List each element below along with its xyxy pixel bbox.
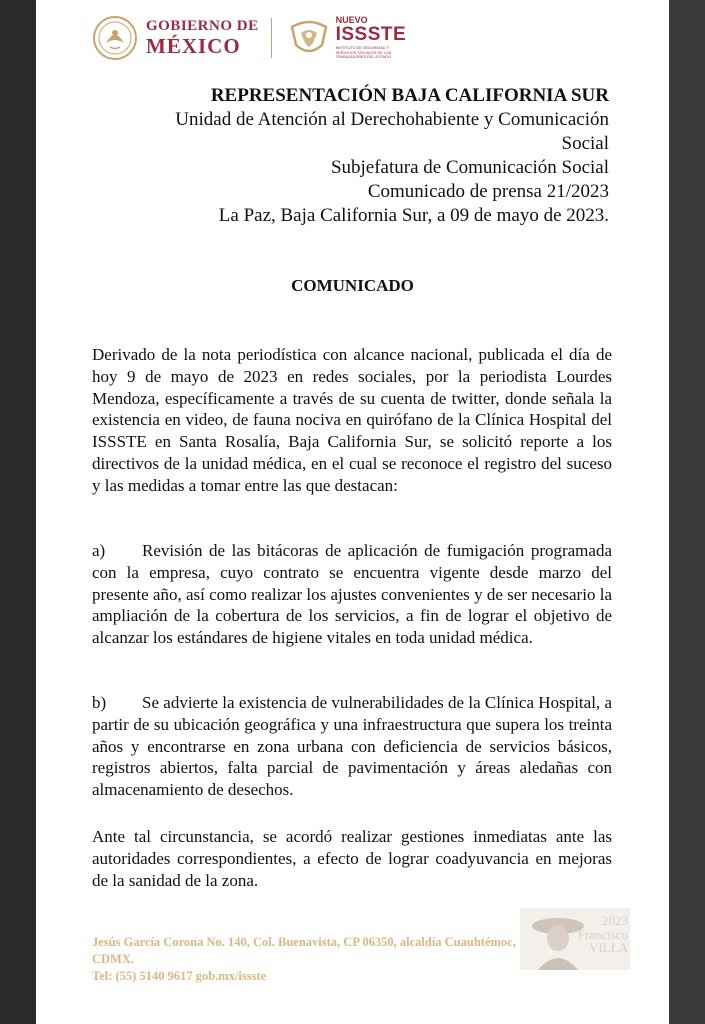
issste-logo [336,16,408,60]
unidad-line-2: Social [561,133,609,154]
mexico-coat-of-arms-icon [92,15,138,61]
footer-address [92,934,612,985]
sender-block [89,84,609,228]
document-title: COMUNICADO [291,276,414,295]
right-dark-margin [669,0,705,1024]
watermark-year: 2023 [602,913,628,928]
issste-subtitle: INSTITUTO DE SEGURIDAD Y SERVICIOS SOCIALES DE LOS TRABAJADORES DEL ESTADO [335,46,392,60]
item-a-paragraph [92,540,612,649]
footer-contact: Tel: (55) 5140 9617 gob.mx/issste [92,969,267,983]
gob-line2: MÉXICO [146,34,241,58]
left-dark-margin [0,0,36,1024]
item-a-label: a) [92,541,106,560]
watermark-line2: Francisco [577,926,628,942]
watermark-line3: VILLA [589,940,628,956]
issste-name: ISSSTE [335,24,407,46]
issste-emblem-icon [286,15,332,61]
document-page [36,0,669,1024]
subjefatura-line: Subjefatura de Comunicación Social [330,157,609,178]
letterhead [92,14,408,62]
gobierno-de-mexico-logo [146,19,259,57]
item-a-text: Revisión de las bitácoras de aplicación de fumigación programada con la empresa, cuyo contrato se encuentra vigente desde marzo del presente año, así como realizar los ajustes convenientes y de ser necesario la ampliación de la cobertura de los servicios, a fin de lograr el objetivo de alcanzar los estándares de higiene vitales en toda unidad médica. [92,541,612,648]
comunicado-number: Comunicado de prensa 21/2023 [367,181,609,202]
footer-address-line2: CDMX. [92,952,135,966]
item-b-text: Se advierte la existencia de vulnerabilidades de la Clínica Hospital, a partir de su ubicación geográfica y una infraestructura que supera los treinta años y encontrarse en zona urbana con deficiencia de servicios básicos, registros abiertos, falta parcial de pavimentación y áreas aledañas con almacenamiento de desechos. [92,693,612,800]
item-b-paragraph [92,692,612,801]
item-b-label: b) [92,693,107,712]
place-date-line: La Paz, Baja California Sur, a 09 de mayo de 2023. [218,205,609,226]
gob-line1: GOBIERNO DE [146,18,259,34]
footer-address-line1: Jesús García Corona No. 140, Col. Buenavista, CP 06350, alcaldía Cuauhtémoc, [92,935,516,949]
unidad-line-1: Unidad de Atención al Derechohabiente y Comunicación [175,109,609,130]
representacion-heading: REPRESENTACIÓN BAJA CALIFORNIA SUR [210,85,609,106]
logo-divider [271,18,272,58]
intro-paragraph: Derivado de la nota periodística con alcance nacional, publicada el día de hoy 9 de mayo de 2023 en redes sociales, por la periodista Lourdes Mendoza, específicamente a través de su cuenta de twitter, donde señala la existencia en video, de fauna nociva en quirófano de la Clínica Hospital del ISSSTE en Santa Rosalía, Baja California Sur, se solicitó reporte a los directivos de la unidad médica, en el cual se reconoce el registro del suceso y las medidas a tomar entre las que destacan: [92,345,612,495]
issste-small-label: NUEVO [335,15,368,26]
closing-paragraph: Ante tal circunstancia, se acordó realizar gestiones inmediatas ante las autoridades correspondientes, a efecto de lograr coadyuvancia en mejoras de la sanidad de la zona. [92,827,612,890]
